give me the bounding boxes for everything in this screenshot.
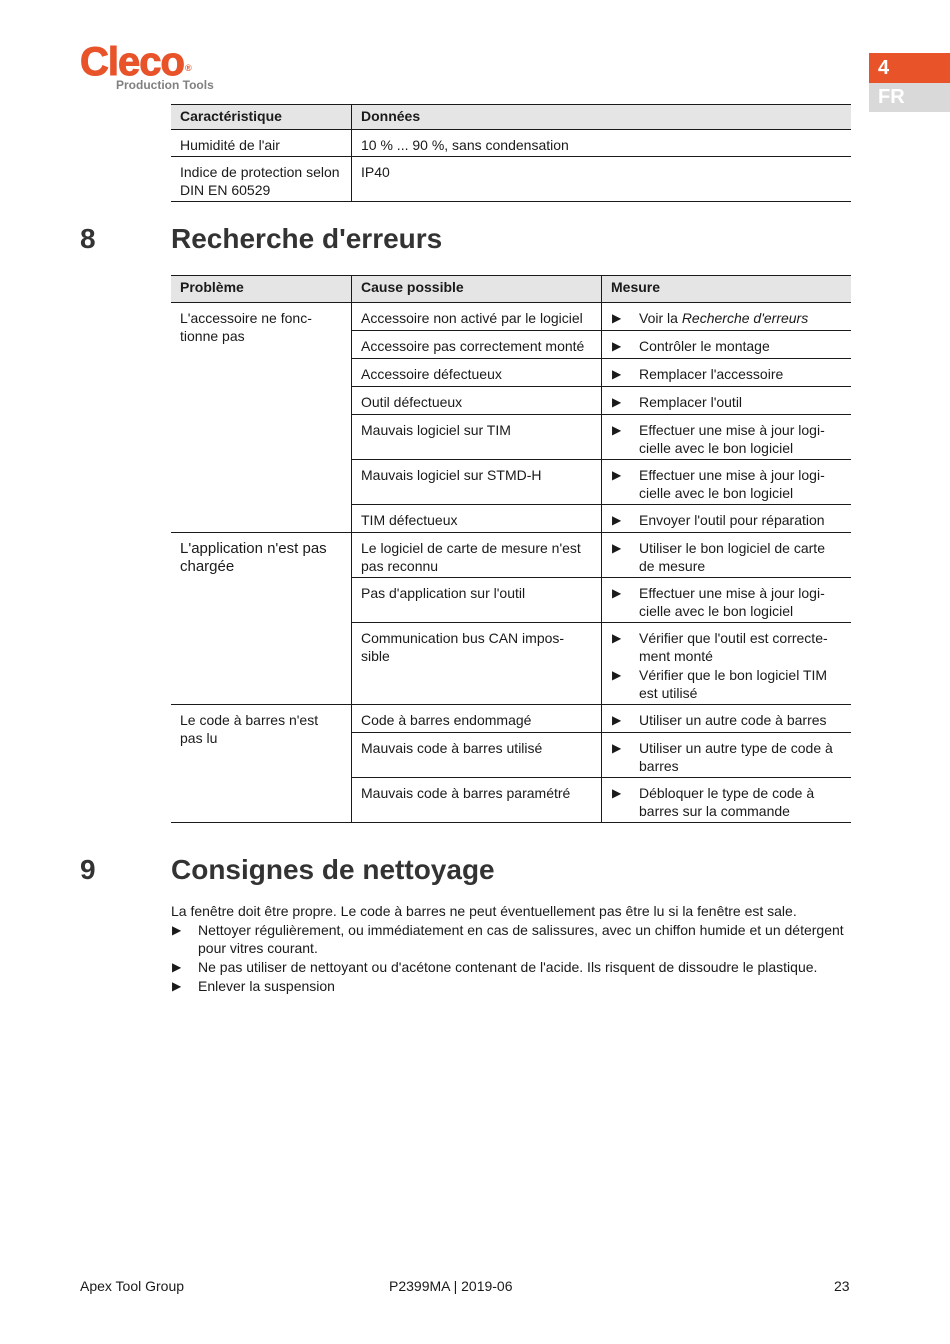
bullet-triangle-icon: ▶ [172,960,182,974]
measure-text: Utiliser un autre type de code à barres [639,740,833,774]
section-number: 9 [80,854,96,885]
bullet-text: Nettoyer régulièrement, ou immédiatement en cas de salissures, avec un chiffon humide et un détergent pour vitres courant. [198,922,844,956]
table-cell: Indice de protection selon DIN EN 60529 [171,157,352,202]
table-row [171,129,851,157]
measure-item [611,394,842,412]
column-header: Problème [171,276,352,303]
cause-cell: Code à barres endommagé [352,705,602,733]
troubleshooting-table [171,275,851,823]
measure-item [611,512,842,530]
measure-cell [602,387,852,415]
cause-cell: Pas d'application sur l'outil [352,578,602,623]
bullet-item [171,978,861,996]
bullet-triangle-icon: ▶ [172,923,182,937]
bullet-triangle-icon: ▶ [612,631,622,645]
cause-cell: Accessoire défectueux [352,359,602,387]
problem-cell: L'accessoire ne fonc-tionne pas [171,303,352,533]
measure-cell [602,303,852,331]
table-cell: IP40 [352,157,852,202]
bullet-triangle-icon: ▶ [612,786,622,800]
bullet-triangle-icon: ▶ [612,741,622,755]
section-title: Recherche d'erreurs [171,223,443,254]
measure-text: Voir la [639,310,682,326]
bullet-triangle-icon: ▶ [612,395,622,409]
measure-text: Vérifier que le bon logiciel TIM est utilisé [639,667,828,701]
cause-cell: Outil défectueux [352,387,602,415]
measure-cell [602,505,852,533]
bullet-triangle-icon: ▶ [612,423,622,437]
footer-page-number: 23 [834,1278,850,1294]
measure-text: Remplacer l'accessoire [639,366,784,382]
measure-item [611,338,842,356]
problem-cell: L'application n'est pas chargée [171,533,352,705]
measure-cell [602,778,852,823]
measure-cell [602,733,852,778]
measure-text: Effectuer une mise à jour logi-cielle avec le bon logiciel [639,467,825,501]
table-row [171,303,851,331]
bullet-triangle-icon: ▶ [612,541,622,555]
specifications-table [171,104,851,202]
measure-text: Effectuer une mise à jour logi-cielle avec le bon logiciel [639,585,825,619]
measure-cell [602,578,852,623]
measure-item [611,712,842,730]
bullet-triangle-icon: ▶ [612,367,622,381]
footer-document: P2399MA | 2019-06 [389,1278,513,1294]
measure-cell [602,533,852,578]
measure-item [611,585,842,620]
cause-cell: Accessoire non activé par le logiciel [352,303,602,331]
table-cell: Humidité de l'air [171,129,352,157]
bullet-triangle-icon: ▶ [172,979,182,993]
measure-text: Effectuer une mise à jour logi-cielle avec le bon logiciel [639,422,825,456]
measure-item [611,467,842,502]
logo-subtitle: Production Tools [116,78,214,92]
bullet-item [171,959,861,977]
measure-cell [602,415,852,460]
table-row [171,157,851,202]
table-header-row [171,105,851,130]
footer-company: Apex Tool Group [80,1278,185,1294]
bullet-triangle-icon: ▶ [612,468,622,482]
measure-text: Débloquer le type de code à barres sur la commande [639,785,815,819]
bullet-text: Ne pas utiliser de nettoyant ou d'acétone contenant de l'acide. Ils risquent de dissoudre le plastique. [198,959,818,975]
measure-item [611,785,842,820]
cause-cell: Mauvais logiciel sur STMD-H [352,460,602,505]
cause-cell: Mauvais code à barres utilisé [352,733,602,778]
measure-item [611,667,842,702]
cause-cell: TIM défectueux [352,505,602,533]
measure-cell [602,460,852,505]
measure-item [611,422,842,457]
cause-cell: Le logiciel de carte de mesure n'est pas reconnu [352,533,602,578]
chapter-tab: 4 [869,53,950,83]
cause-cell: Communication bus CAN impos-sible [352,623,602,705]
section-title: Consignes de nettoyage [171,854,495,885]
column-header: Caractéristique [171,105,352,130]
measure-text: Remplacer l'outil [639,394,743,410]
measure-text: Vérifier que l'outil est correcte-ment monté [639,630,828,664]
cause-cell: Mauvais logiciel sur TIM [352,415,602,460]
measure-cell [602,705,852,733]
problem-cell: Le code à barres n'est pas lu [171,705,352,823]
measure-item [611,630,842,665]
measure-item [611,310,842,328]
measure-reference: Recherche d'erreurs [681,310,809,326]
language-tab: FR [869,83,950,112]
bullet-text: Enlever la suspension [198,978,335,994]
table-cell: 10 % ... 90 %, sans condensation [352,129,852,157]
bullet-triangle-icon: ▶ [612,339,622,353]
cleco-logo [80,40,214,92]
measure-item [611,740,842,775]
measure-cell [602,359,852,387]
cleaning-intro: La fenêtre doit être propre. Le code à barres ne peut éventuellement pas être lu si la fenêtre est sale. [171,903,797,919]
table-header-row [171,276,851,303]
bullet-triangle-icon: ▶ [612,586,622,600]
measure-item [611,540,842,575]
bullet-triangle-icon: ▶ [612,513,622,527]
measure-text: Envoyer l'outil pour réparation [639,512,825,528]
bullet-triangle-icon: ▶ [612,311,622,325]
measure-text: Utiliser le bon logiciel de carte de mesure [639,540,825,574]
section-number: 8 [80,223,96,254]
measure-text: Contrôler le montage [639,338,770,354]
column-header: Données [352,105,852,130]
table-row [171,533,851,578]
logo-wordmark: Cleco® [80,40,191,84]
bullet-triangle-icon: ▶ [612,713,622,727]
column-header: Mesure [602,276,852,303]
column-header: Cause possible [352,276,602,303]
measure-cell [602,331,852,359]
measure-text: Utiliser un autre code à barres [639,712,827,728]
cause-cell: Accessoire pas correctement monté [352,331,602,359]
measure-item [611,366,842,384]
cause-cell: Mauvais code à barres paramétré [352,778,602,823]
bullet-item [171,922,861,957]
measure-cell [602,623,852,705]
table-row [171,705,851,733]
bullet-triangle-icon: ▶ [612,668,622,682]
